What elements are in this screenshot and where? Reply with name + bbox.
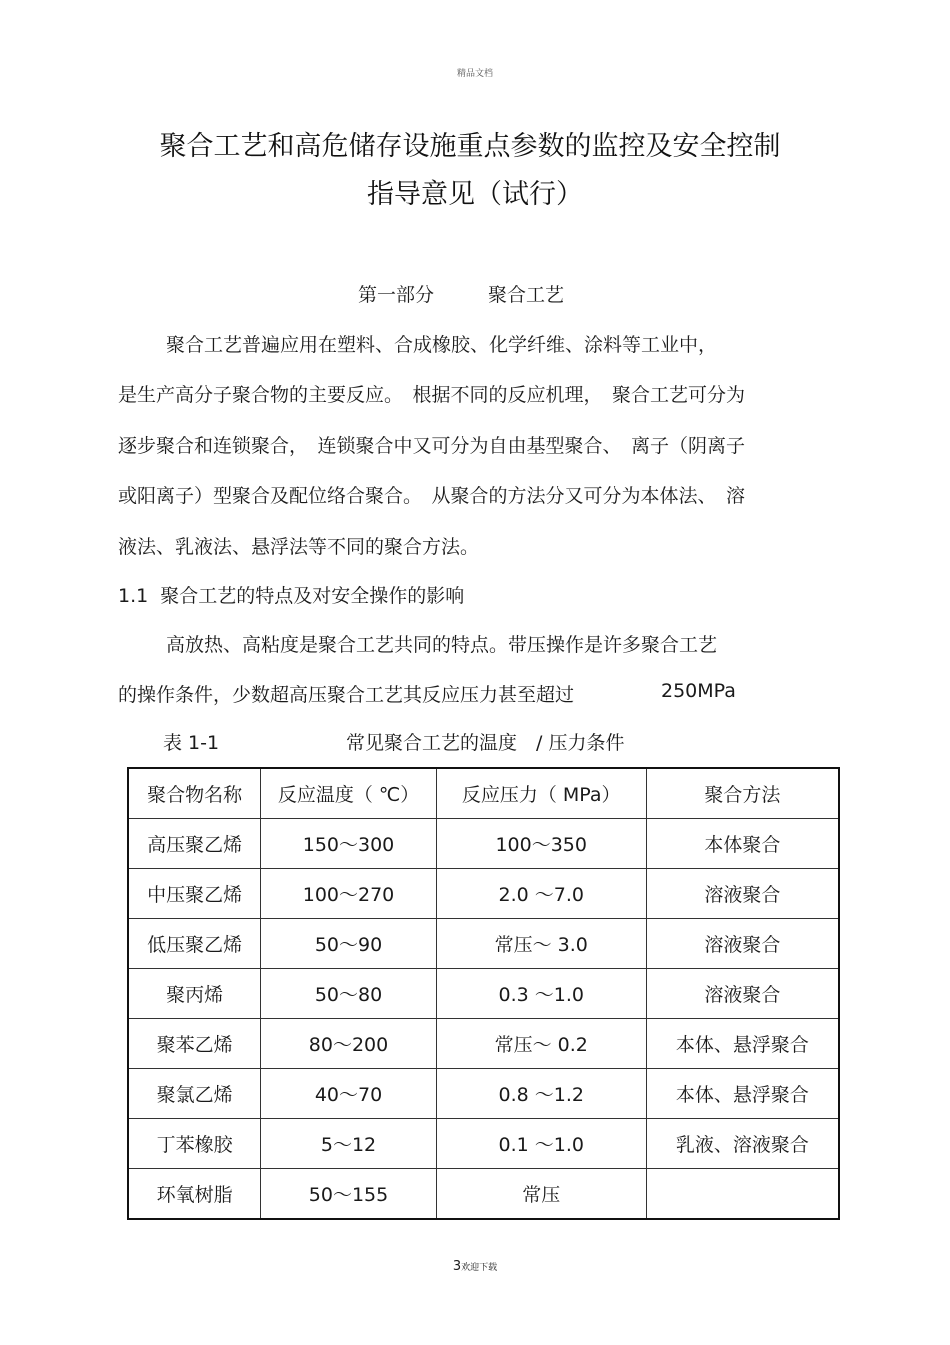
table-cell: 高压聚乙烯 — [128, 819, 261, 869]
footer-note: 欢迎下载 — [461, 1263, 498, 1273]
intro-paragraph-line2: 是生产高分子聚合物的主要反应。 根据不同的反应机理， 聚合工艺可分为 — [118, 384, 746, 406]
table-cell: 常压 — [436, 1169, 646, 1220]
table-cell: 50～155 — [261, 1169, 436, 1220]
table-cell: 常压～ 0.2 — [436, 1019, 646, 1069]
table-row — [128, 1169, 839, 1220]
section-heading — [358, 280, 564, 307]
feature-paragraph-line1: 高放热、高粘度是聚合工艺共同的特点。带压操作是许多聚合工艺 — [166, 634, 718, 656]
table-cell — [646, 1169, 839, 1220]
header-cell-temperature: 反应温度（ ℃） — [261, 768, 436, 819]
table-cell: 150～300 — [261, 819, 436, 869]
table-cell: 2.0 ～7.0 — [436, 869, 646, 919]
table-cell: 聚丙烯 — [128, 969, 261, 1019]
section-part: 第一部分 — [358, 284, 435, 306]
table-cell: 环氧树脂 — [128, 1169, 261, 1220]
table-cell: 0.8 ～1.2 — [436, 1069, 646, 1119]
intro-paragraph-line1: 聚合工艺普遍应用在塑料、合成橡胶、化学纤维、涂料等工业中， — [166, 334, 718, 356]
document-title-line2: 指导意见（试行） — [367, 179, 583, 210]
table-header-row — [128, 768, 839, 819]
table-row — [128, 969, 839, 1019]
table-cell: 50～80 — [261, 969, 436, 1019]
feature-paragraph-line2: 的操作条件，少数超高压聚合工艺其反应压力甚至超过 — [118, 684, 575, 706]
document-title-line1: 聚合工艺和高危储存设施重点参数的监控及安全控制 — [159, 131, 781, 162]
table-cell: 5～12 — [261, 1119, 436, 1169]
table-cell: 丁苯橡胶 — [128, 1119, 261, 1169]
header-watermark: 精品文档 — [456, 69, 493, 79]
page-footer — [0, 1259, 950, 1274]
table-cell: 80～200 — [261, 1019, 436, 1069]
table-cell: 乳液、溶液聚合 — [646, 1119, 839, 1169]
intro-paragraph-line5: 液法、乳液法、悬浮法等不同的聚合方法。 — [118, 536, 480, 558]
table-cell: 50～90 — [261, 919, 436, 969]
table-cell: 本体、悬浮聚合 — [646, 1069, 839, 1119]
intro-paragraph-line4: 或阳离子）型聚合及配位络合聚合。 从聚合的方法分又可分为本体法、 溶 — [118, 485, 746, 507]
intro-paragraph-line3: 逐步聚合和连锁聚合， 连锁聚合中又可分为自由基型聚合、 离子（阴离子 — [118, 435, 746, 457]
table-row — [128, 819, 839, 869]
table-cell: 100～270 — [261, 869, 436, 919]
table-cell: 溶液聚合 — [646, 869, 839, 919]
table-cell: 聚苯乙烯 — [128, 1019, 261, 1069]
polymerization-conditions-table — [127, 767, 840, 1220]
table-cell: 聚氯乙烯 — [128, 1069, 261, 1119]
table-cell: 40～70 — [261, 1069, 436, 1119]
table-row — [128, 1119, 839, 1169]
table-cell: 0.1 ～1.0 — [436, 1119, 646, 1169]
table-label: 表 1-1 — [163, 732, 220, 754]
subsection-heading: 1.1 聚合工艺的特点及对安全操作的影响 — [118, 585, 465, 607]
table-cell: 本体、悬浮聚合 — [646, 1019, 839, 1069]
table-row — [128, 919, 839, 969]
page-number: 3 — [452, 1259, 462, 1274]
table-cell: 低压聚乙烯 — [128, 919, 261, 969]
table-cell: 溶液聚合 — [646, 919, 839, 969]
table-cell: 常压～ 3.0 — [436, 919, 646, 969]
table-cell: 中压聚乙烯 — [128, 869, 261, 919]
header-cell-method: 聚合方法 — [646, 768, 839, 819]
table-caption: 常见聚合工艺的温度 / 压力条件 — [346, 732, 625, 754]
pressure-value: 250MPa — [661, 680, 736, 702]
header-cell-polymer: 聚合物名称 — [128, 768, 261, 819]
table-row — [128, 869, 839, 919]
table-cell: 100～350 — [436, 819, 646, 869]
table-cell: 本体聚合 — [646, 819, 839, 869]
header-cell-pressure: 反应压力（ MPa） — [436, 768, 646, 819]
table-cell: 溶液聚合 — [646, 969, 839, 1019]
section-name: 聚合工艺 — [488, 284, 565, 306]
table-cell: 0.3 ～1.0 — [436, 969, 646, 1019]
table-row — [128, 1019, 839, 1069]
table-row — [128, 1069, 839, 1119]
